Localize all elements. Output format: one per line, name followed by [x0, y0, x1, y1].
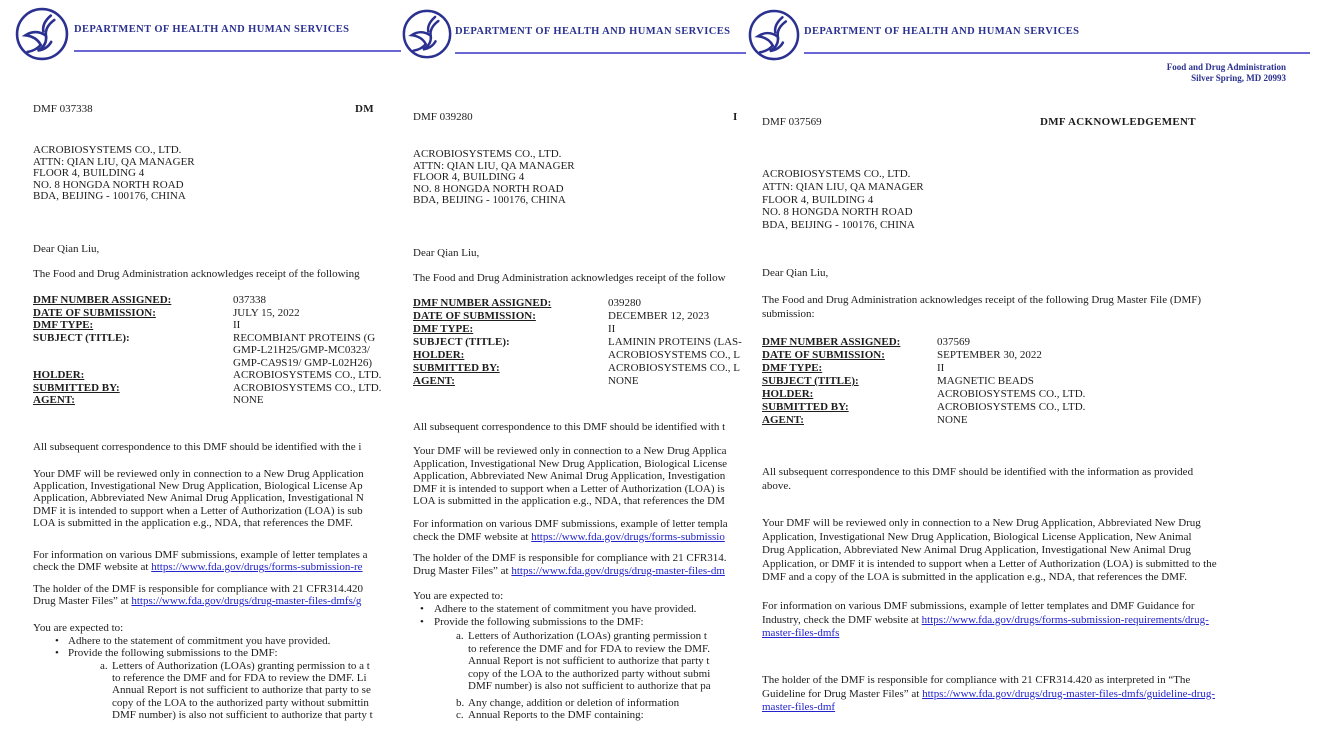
letter-line: [0, 684, 401, 696]
recipient-line: NO. 8 HONGDA NORTH ROAD: [413, 182, 564, 195]
recipient-line: BDA, BEIJING - 100176, CHINA: [413, 194, 566, 206]
letter-line: [401, 709, 746, 722]
field-label: DMF TYPE:: [762, 362, 823, 374]
dmf-reference-number: DMF 037338: [33, 103, 93, 115]
field-row: [746, 388, 1319, 401]
field-row: [0, 307, 401, 320]
letter-text: copy of the LOA to the authorized party without submittin: [112, 696, 369, 709]
letter-text: Your DMF will be reviewed only in connection to a New Drug Applica: [413, 445, 727, 457]
field-value: II: [608, 323, 616, 335]
letter-text: Your DMF will be reviewed only in connection to a New Drug Application: [33, 468, 364, 480]
letter-line: [0, 672, 401, 684]
list-marker: a.: [456, 630, 464, 642]
field-label: DMF NUMBER ASSIGNED:: [413, 297, 552, 309]
letter-text: Provide the following submissions to the DMF:: [68, 647, 278, 660]
field-row: [401, 323, 746, 336]
body-paragraph: [0, 549, 401, 573]
field-label: HOLDER:: [33, 369, 85, 381]
field-row: [401, 349, 746, 362]
letter-line: [746, 531, 1319, 545]
salutation-line: Dear Qian Liu,: [33, 243, 100, 255]
field-row: [0, 394, 401, 407]
salutation-line: Dear Qian Liu,: [762, 267, 829, 279]
list-marker: c.: [456, 709, 464, 721]
recipient-line: FLOOR 4, BUILDING 4: [762, 193, 874, 206]
field-row: [0, 319, 401, 332]
field-label: DATE OF SUBMISSION:: [762, 349, 885, 361]
field-label: AGENT:: [762, 414, 804, 426]
letter-text: DMF number) is also not sufficient to authorize that pa: [468, 680, 711, 692]
list-marker: •: [55, 647, 59, 660]
letter-line: [401, 421, 746, 434]
letter-text: to reference the DMF and for FDA to review the DMF. Li: [112, 672, 367, 685]
intro-paragraph: [401, 272, 746, 285]
body-paragraph: [401, 590, 746, 603]
dmf-reference-number: DMF 037569: [762, 116, 822, 128]
letter-line: [401, 518, 746, 531]
hhs-logo-icon: [747, 8, 801, 62]
letter-line: [746, 688, 1319, 702]
body-paragraph: [0, 635, 401, 659]
letter-line: [0, 709, 401, 721]
letter-text: DMF number) is also not sufficient to authorize that party t: [112, 708, 373, 721]
letter-line: [746, 600, 1319, 614]
fda-website-link[interactable]: https://www.fda.gov/drugs/forms-submission-re: [151, 561, 363, 574]
letter-line: [0, 480, 401, 492]
letter-line: [0, 660, 401, 672]
letter-text: Annual Reports to the DMF containing:: [468, 709, 644, 721]
letter-text: LOA is submitted in the application e.g., NDA, that references the DM: [413, 495, 725, 507]
field-value: ACROBIOSYSTEMS CO., L: [608, 362, 741, 374]
letter-text: Your DMF will be reviewed only in connection to a New Drug Application, Abbreviated New Drug: [762, 517, 1201, 529]
recipient-line: ACROBIOSYSTEMS CO., LTD.: [413, 148, 562, 160]
fda-website-link[interactable]: https://www.fda.gov/drugs/forms-submissio: [531, 530, 725, 543]
field-value: 037338: [233, 294, 266, 306]
body-paragraph: [401, 630, 746, 693]
letter-text: Industry, check the DMF website at: [762, 613, 922, 626]
field-label: HOLDER:: [413, 349, 465, 361]
fda-website-link[interactable]: https://www.fda.gov/drugs/drug-master-files-dmfs/guideline-drug-: [922, 687, 1216, 700]
letter-text: check the DMF website at: [33, 561, 152, 574]
field-row: [401, 297, 746, 310]
field-value: ACROBIOSYSTEMS CO., LTD.: [233, 369, 382, 381]
fda-website-link[interactable]: master-files-dmfs: [762, 627, 840, 639]
letter-line: [401, 531, 746, 544]
letter-line: [0, 622, 401, 634]
recipient-line: NO. 8 HONGDA NORTH ROAD: [33, 178, 184, 191]
dmf-field-table: [746, 336, 1319, 427]
field-row: [746, 362, 1319, 375]
letter-text: The holder of the DMF is responsible for compliance with 21 CFR314.420: [33, 583, 363, 595]
letter-text: All subsequent correspondence to this DMF should be identified with the information as provided: [762, 466, 1194, 478]
body-paragraph: [0, 583, 401, 607]
field-label: SUBMITTED BY:: [413, 362, 500, 374]
field-label: HOLDER:: [762, 388, 814, 400]
list-marker: a.: [100, 660, 108, 672]
letter-line: [401, 470, 746, 483]
body-paragraph: [746, 600, 1319, 641]
letter-line: [401, 552, 746, 565]
list-marker: •: [55, 635, 59, 647]
letter-line: [746, 466, 1319, 480]
letter-text: You are expected to:: [33, 622, 124, 634]
letter-text: Letters of Authorization (LOAs) granting permission to a t: [112, 660, 370, 672]
field-row: [0, 369, 401, 382]
dmf-field-table: [0, 294, 401, 407]
field-label: SUBJECT (TITLE):: [33, 331, 130, 344]
dmf-letter-page-2: [401, 0, 746, 742]
agency-name: DEPARTMENT OF HEALTH AND HUMAN SERVICES: [804, 26, 1080, 37]
letter-text: Any change, addition or deletion of information: [468, 697, 680, 709]
field-row: [0, 332, 401, 345]
field-row: [401, 362, 746, 375]
letter-line: [401, 668, 746, 681]
document-title: DMF ACKNOWLEDGEMENT: [1040, 116, 1196, 128]
field-row: [746, 414, 1319, 427]
fda-office-address: [1167, 62, 1286, 84]
intro-line: The Food and Drug Administration acknowledges receipt of the following Drug Master File (DMF): [762, 294, 1202, 306]
field-value: LAMININ PROTEINS (LAS-: [608, 336, 742, 348]
field-label: SUBJECT (TITLE):: [413, 336, 510, 348]
salutation: [401, 247, 746, 259]
letter-text: Application, Abbreviated New Animal Drug Application, Investigational N: [33, 492, 364, 505]
letter-line: [0, 505, 401, 517]
letter-line: [0, 468, 401, 480]
body-paragraph: [746, 517, 1319, 585]
body-paragraph: [746, 674, 1319, 715]
body-paragraph: [401, 552, 746, 577]
letterhead-rule: [455, 52, 746, 54]
recipient-address: [0, 145, 401, 203]
letter-line: [401, 655, 746, 668]
letter-line: [0, 647, 401, 659]
field-row: [746, 401, 1319, 414]
intro-line: The Food and Drug Administration acknowledges receipt of the follow: [413, 272, 726, 284]
letter-line: [401, 630, 746, 643]
body-paragraph: [746, 466, 1319, 493]
letter-text: The holder of the DMF is responsible for compliance with 21 CFR314.: [413, 552, 727, 564]
field-label: DATE OF SUBMISSION:: [413, 310, 536, 322]
letter-text: check the DMF website at: [413, 530, 532, 543]
document-title: I: [733, 111, 738, 123]
field-row: [746, 336, 1319, 349]
list-marker: b.: [456, 697, 465, 709]
letter-line: [746, 517, 1319, 531]
letter-text: Letters of Authorization (LOAs) granting permission t: [468, 630, 707, 642]
recipient-line: NO. 8 HONGDA NORTH ROAD: [762, 206, 913, 219]
letter-line: [401, 458, 746, 471]
field-row: [0, 357, 401, 370]
body-paragraph: [0, 468, 401, 529]
fda-website-link[interactable]: https://www.fda.gov/drugs/forms-submission-requirements/drug-: [921, 613, 1209, 626]
recipient-line: FLOOR 4, BUILDING 4: [413, 171, 525, 183]
letter-text: Guideline for Drug Master Files” at: [762, 687, 923, 700]
letter-text: Application, or DMF it is intended to support when a Letter of Authorization (LOA) is submitted to the: [762, 557, 1217, 570]
field-label: AGENT:: [33, 394, 75, 406]
recipient-line: ACROBIOSYSTEMS CO., LTD.: [762, 168, 911, 180]
recipient-line: BDA, BEIJING - 100176, CHINA: [33, 190, 186, 202]
hhs-logo-icon: [401, 8, 453, 60]
letter-line: [0, 635, 401, 647]
letter-line: [401, 603, 746, 616]
field-value: II: [233, 319, 241, 331]
recipient-line: ACROBIOSYSTEMS CO., LTD.: [33, 144, 182, 156]
field-value: RECOMBIANT PROTEINS (G: [233, 331, 376, 344]
letter-line: [401, 697, 746, 710]
letter-line: [401, 643, 746, 656]
letter-text: above.: [762, 479, 792, 492]
field-label: DMF NUMBER ASSIGNED:: [762, 336, 901, 348]
letter-line: [401, 565, 746, 578]
recipient-address: [401, 149, 746, 207]
letter-text: DMF it is intended to support when a Letter of Authorization (LOA) is sub: [33, 504, 363, 517]
fda-website-link[interactable]: https://www.fda.gov/drugs/drug-master-files-dmfs/g: [131, 595, 362, 608]
body-paragraph: [401, 518, 746, 543]
letter-text: Adhere to the statement of commitment you have provided.: [434, 603, 697, 615]
letter-text: For information on various DMF submissions, example of letter templates a: [33, 549, 368, 561]
field-label: SUBMITTED BY:: [762, 401, 849, 413]
body-paragraph: [0, 660, 401, 721]
field-row: [746, 349, 1319, 362]
field-value: DECEMBER 12, 2023: [608, 310, 710, 322]
letter-text: Drug Master Files” at: [413, 564, 512, 577]
letter-line: [0, 697, 401, 709]
agency-name: DEPARTMENT OF HEALTH AND HUMAN SERVICES: [74, 24, 350, 35]
letter-text: Application, Abbreviated New Animal Drug Application, Investigation: [413, 470, 726, 482]
field-row: [0, 294, 401, 307]
letter-text: For information on various DMF submissions, example of letter templates and DMF Guidance for: [762, 600, 1195, 612]
field-label: SUBJECT (TITLE):: [762, 375, 859, 387]
letter-text: Annual Report is not sufficient to authorize that party to se: [112, 684, 371, 697]
letter-line: [401, 590, 746, 603]
recipient-address: [746, 168, 1319, 232]
letter-line: [401, 616, 746, 629]
field-value: 037569: [937, 336, 970, 348]
field-value: ACROBIOSYSTEMS CO., LTD.: [937, 388, 1086, 400]
letter-line: [0, 561, 401, 573]
list-marker: •: [420, 615, 424, 628]
recipient-line: BDA, BEIJING - 100176, CHINA: [762, 219, 915, 232]
letter-line: [0, 583, 401, 595]
agency-name: DEPARTMENT OF HEALTH AND HUMAN SERVICES: [455, 26, 731, 37]
letter-line: [746, 571, 1319, 585]
field-row: [746, 375, 1319, 388]
field-label: DMF NUMBER ASSIGNED:: [33, 294, 172, 306]
body-paragraph: [401, 603, 746, 628]
letter-text: Provide the following submissions to the DMF:: [434, 615, 644, 628]
letter-text: Drug Master Files” at: [33, 595, 132, 608]
letter-text: Adhere to the statement of commitment you have provided.: [68, 635, 331, 647]
field-value: ACROBIOSYSTEMS CO., L: [608, 349, 741, 361]
intro-paragraph: [746, 293, 1319, 321]
field-value: NONE: [937, 414, 968, 426]
letter-text: The holder of the DMF is responsible for compliance with 21 CFR314.420 as interpreted in “The: [762, 674, 1191, 686]
field-value: NONE: [233, 394, 264, 406]
letter-text: You are expected to:: [413, 590, 504, 602]
letter-line: [401, 495, 746, 508]
letter-text: Drug Application, Abbreviated New Animal Drug Application, Investigational New Animal Drug: [762, 544, 1191, 556]
field-value: SEPTEMBER 30, 2022: [937, 349, 1042, 361]
field-label: AGENT:: [413, 375, 455, 387]
field-value: 039280: [608, 297, 641, 309]
letter-line: [0, 492, 401, 504]
field-label: DMF TYPE:: [413, 323, 474, 335]
letter-text: Annual Report is not sufficient to authorize that party t: [468, 655, 710, 667]
field-value: ACROBIOSYSTEMS CO., LTD.: [233, 381, 382, 394]
document-title: DM: [355, 103, 374, 115]
dmf-letter-page-3: [746, 0, 1319, 742]
letter-text: copy of the LOA to the authorized party without submi: [468, 667, 711, 680]
field-label: DATE OF SUBMISSION:: [33, 306, 156, 319]
letter-line: [0, 517, 401, 529]
fda-office-line: Silver Spring, MD 20993: [1191, 73, 1286, 83]
dmf-letter-page-1: [0, 0, 401, 742]
salutation: [746, 267, 1319, 279]
field-row: [0, 344, 401, 357]
letterhead-rule: [74, 50, 401, 52]
intro-line: The Food and Drug Administration acknowledges receipt of the following: [33, 268, 360, 280]
field-row: [0, 382, 401, 395]
letterhead-rule: [804, 52, 1310, 54]
field-value: GMP-CA9S19/ GMP-L02H26): [233, 356, 373, 369]
salutation: [0, 243, 401, 255]
letter-line: [746, 674, 1319, 688]
letter-line: [401, 680, 746, 693]
letter-text: All subsequent correspondence to this DMF should be identified with the i: [33, 441, 362, 453]
letter-line: [746, 480, 1319, 494]
letter-line: [746, 544, 1319, 558]
letter-line: [746, 627, 1319, 641]
recipient-line: FLOOR 4, BUILDING 4: [33, 167, 145, 179]
field-row: [401, 310, 746, 323]
letter-text: Application, Investigational New Drug Application, Biological License Application, New Animal: [762, 530, 1192, 543]
fda-website-link[interactable]: master-files-dmf: [762, 701, 836, 713]
field-value: GMP-L21H25/GMP-MC0323/: [233, 344, 370, 356]
letter-text: Application, Investigational New Drug Application, Biological License Ap: [33, 480, 363, 493]
fda-office-line: Food and Drug Administration: [1166, 62, 1286, 72]
field-row: [401, 375, 746, 388]
intro-line: submission:: [762, 308, 815, 320]
intro-paragraph: [0, 268, 401, 281]
letter-text: DMF it is intended to support when a Letter of Authorization (LOA) is: [413, 482, 725, 495]
letter-text: For information on various DMF submissions, example of letter templa: [413, 518, 728, 530]
letter-text: All subsequent correspondence to this DMF should be identified with t: [413, 421, 726, 433]
list-marker: •: [420, 603, 424, 615]
field-value: JULY 15, 2022: [233, 306, 300, 319]
letter-line: [746, 558, 1319, 572]
body-paragraph: [401, 709, 746, 722]
dmf-reference-number: DMF 039280: [413, 111, 473, 123]
letter-line: [746, 614, 1319, 628]
letter-text: Application, Investigational New Drug Application, Biological License: [413, 457, 728, 470]
letter-line: [0, 595, 401, 607]
field-value: MAGNETIC BEADS: [937, 375, 1034, 387]
body-paragraph: [401, 445, 746, 508]
letter-line: [401, 445, 746, 458]
salutation-line: Dear Qian Liu,: [413, 247, 480, 259]
letter-text: to reference the DMF and for FDA to review the DMF.: [468, 642, 710, 655]
field-value: NONE: [608, 375, 639, 387]
body-paragraph: [0, 622, 401, 634]
body-paragraph: [0, 441, 401, 453]
letter-text: DMF and a copy of the LOA is submitted in the application e.g., NDA, that references the DMF.: [762, 571, 1187, 583]
body-paragraph: [401, 421, 746, 434]
recipient-line: ATTN: QIAN LIU, QA MANAGER: [33, 155, 195, 168]
recipient-line: ATTN: QIAN LIU, QA MANAGER: [413, 159, 575, 172]
field-value: II: [937, 362, 945, 374]
hhs-logo-icon: [14, 6, 70, 62]
letter-text: LOA is submitted in the application e.g., NDA, that references the DMF.: [33, 516, 353, 529]
letter-line: [746, 701, 1319, 715]
recipient-line: ATTN: QIAN LIU, QA MANAGER: [762, 180, 924, 193]
field-label: DMF TYPE:: [33, 319, 94, 331]
body-paragraph: [401, 697, 746, 710]
field-row: [401, 336, 746, 349]
dmf-field-table: [401, 297, 746, 388]
letter-line: [401, 483, 746, 496]
field-label: SUBMITTED BY:: [33, 381, 120, 394]
fda-website-link[interactable]: https://www.fda.gov/drugs/drug-master-files-dm: [511, 564, 725, 577]
letter-line: [0, 549, 401, 561]
field-value: ACROBIOSYSTEMS CO., LTD.: [937, 401, 1086, 413]
letter-line: [0, 441, 401, 453]
